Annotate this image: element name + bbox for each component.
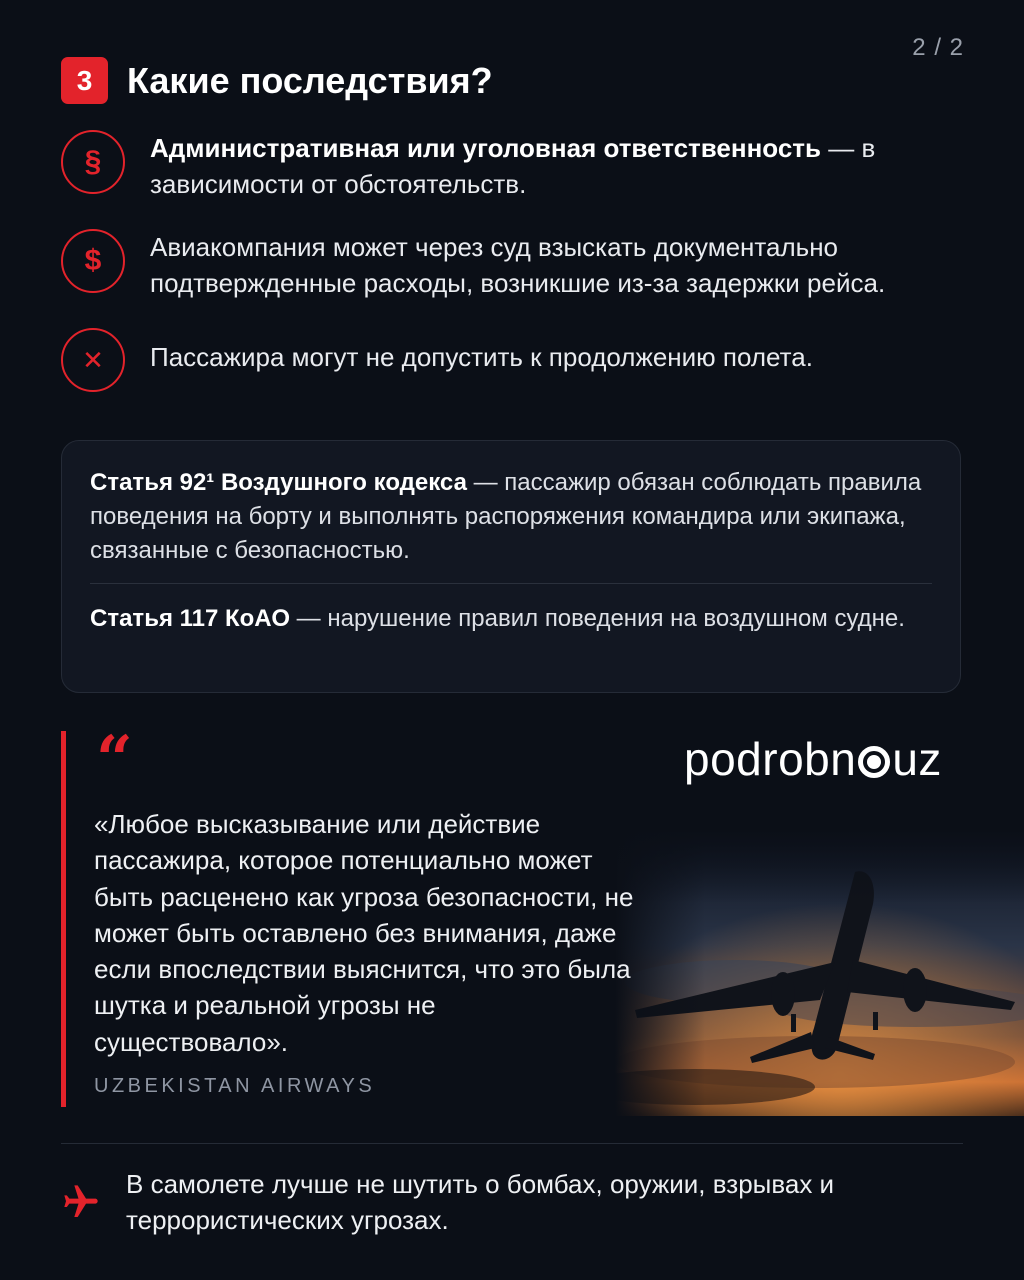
close-icon: ✕ [61, 328, 125, 392]
consequence-text [150, 130, 971, 202]
quote-mark-icon: “ [96, 722, 133, 797]
page-counter: 2 / 2 [912, 34, 964, 61]
tip [61, 1166, 926, 1238]
law-card [61, 440, 961, 693]
law-article-koao [90, 602, 940, 636]
bottom-divider [61, 1143, 963, 1144]
airplane-sunset-photo [615, 832, 1024, 1116]
quote-text: «Любое высказывание или действие пассажира, которое потенциально может быть расценено как угроза безопасности, не может быть оставлено без внимания, даже если впоследствии выяснится, что это была шутка и реальной угрозы не существовало». [94, 809, 634, 1057]
law-description: — пассажир обязан соблюдать правила поведения на борту и выполнять распоряжения командира или экипажа, связанные с безопасностью. [90, 469, 922, 564]
consequence-text: Авиакомпания может через суд взыскать документально подтвержденные расходы, возникшие из-за задержки рейса. [150, 232, 886, 298]
logo-circle-icon [858, 746, 890, 778]
consequence-item [61, 229, 971, 301]
consequence-bold: Административная или уголовная ответственность [150, 133, 821, 163]
section-number-badge: 3 [61, 57, 108, 104]
law-article-air-code [90, 466, 940, 568]
law-title: Статья 117 КоАО [90, 605, 290, 632]
section-sign-icon: § [61, 130, 125, 194]
dollar-icon: $ [61, 229, 125, 293]
law-title: Статья 92¹ Воздушного кодекса [90, 469, 467, 496]
consequence-item [61, 328, 971, 392]
consequence-rest: — в зависимости от обстоятельств. [150, 133, 876, 199]
section-header [61, 57, 493, 104]
airplane-icon [61, 1182, 101, 1222]
logo-text-right: uz [892, 733, 942, 785]
podrobno-logo [684, 732, 942, 786]
quote-source: UZBEKISTAN AIRWAYS [94, 1075, 376, 1097]
consequence-text: Пассажира могут не допустить к продолжению полета. [150, 342, 813, 372]
law-divider [90, 583, 932, 584]
logo-text-left: podrobn [684, 733, 857, 785]
tip-text: В самолете лучше не шутить о бомбах, оружии, взрывах и террористических угрозах. [126, 1169, 835, 1235]
consequence-item [61, 130, 971, 202]
section-title: Какие последствия? [127, 59, 493, 101]
quote-accent-bar [61, 731, 66, 1107]
law-description: — нарушение правил поведения на воздушном судне. [290, 605, 905, 632]
